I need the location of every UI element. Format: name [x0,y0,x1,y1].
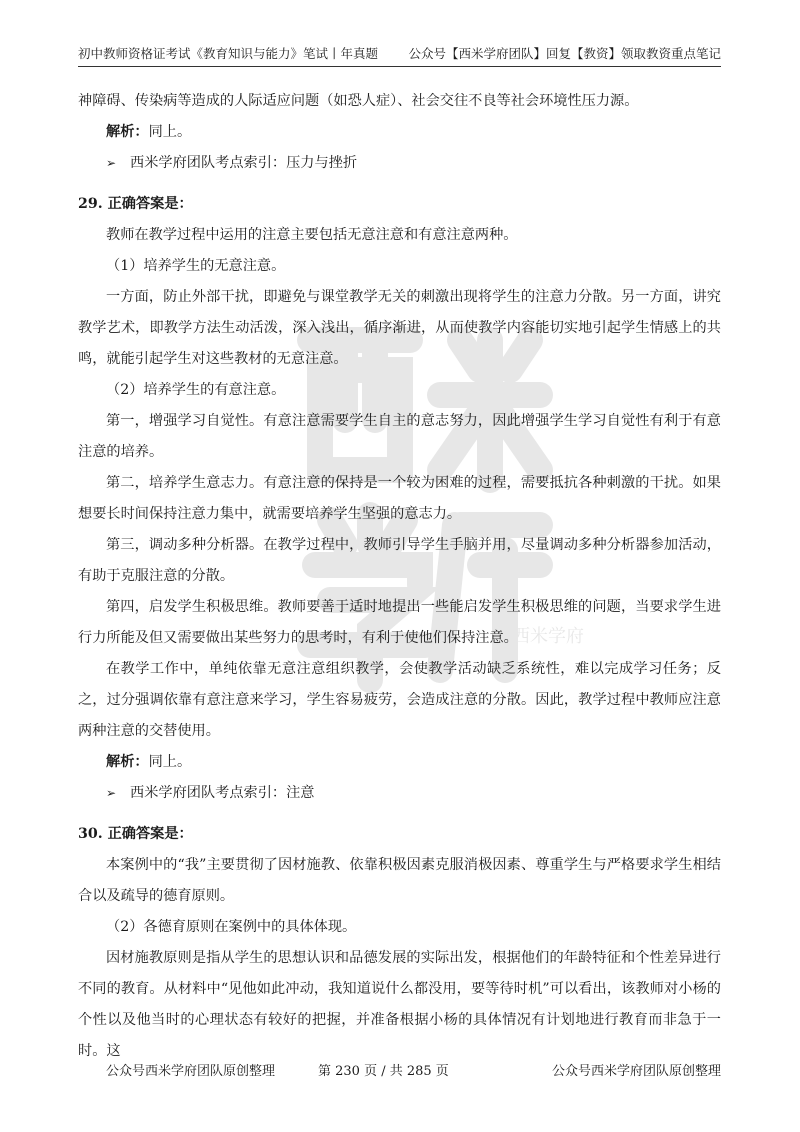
analysis-text: 同上。 [148,124,192,140]
page-footer [78,1062,721,1082]
q29-point-1: 第一，增强学习自觉性。有意注意需要学生自主的意志努力，因此增强学生学习自觉性有利于有意注意的培养。 [78,413,721,460]
footer-right: 公众号西米学府团队原创整理 [551,1064,721,1079]
page-number: 第 230 页 / 共 285 页 [318,1064,449,1079]
analysis-line [78,117,721,148]
page-header [78,44,721,67]
footer-left: 公众号西米学府团队原创整理 [106,1064,276,1079]
header-right-promo: 公众号【西米学府团队】回复【教资】领取教资重点笔记 [408,46,721,61]
q29-point-4: 第四，启发学生积极思维。教师要善于适时地提出一些能启发学生积极思维的问题，当要求学生进行力所能及但又需要做出某些努力的思考时，有利于使他们保持注意。 [78,599,721,646]
arrow-bullet-icon: ➢ [106,156,117,170]
knowledge-index [78,148,721,179]
q29-intro: 教师在教学过程中运用的注意主要包括无意注意和有意注意两种。 [106,227,518,243]
knowledge-index [78,778,721,809]
analysis-label: 解析： [106,124,149,140]
knowledge-index-text: 西米学府团队考点索引：注意 [130,785,315,801]
q29-point-3: 第三，调动多种分析器。在教学过程中，教师引导学生手脑并用，尽量调动多种分析器参加活动，有助于克服注意的分散。 [78,537,721,584]
q29-section-2: （2）培养学生的有意注意。 [106,382,286,398]
q30-intro: 本案例中的“我”主要贯彻了因材施教、依靠积极因素克服消极因素、尊重学生与严格要求学生相结合以及疏导的德育原则。 [78,857,721,904]
watermark-seal-text: 西米学府 [512,626,584,647]
q29-section-1: （1）培养学生的无意注意。 [106,258,286,274]
question-30-heading: 30. 正确答案是： [78,826,193,842]
q30-section-2: （2）各德育原则在案例中的具体体现。 [106,919,357,935]
paragraph-continuation: 神障碍、传染病等造成的人际适应问题（如恐人症）、社会交往不良等社会环境性压力源。 [78,93,639,109]
question-29-heading: 29. 正确答案是： [78,196,193,212]
header-left-title: 初中教师资格证考试《教育知识与能力》笔试丨年真题 [78,46,379,61]
q29-section-1-text: 一方面，防止外部干扰，即避免与课堂教学无关的刺激出现将学生的注意力分散。另一方面，讲究教学艺术，即教学方法生动活泼，深入浅出，循序渐进，从而使教学内容能切实地引起学生情感上的共鸣，就能引起学生对这些教材的无意注意。 [78,289,721,367]
analysis-text: 同上。 [148,754,192,770]
analysis-label: 解析： [106,754,149,770]
q29-summary: 在教学工作中，单纯依靠无意注意组织教学，会使教学活动缺乏系统性，难以完成学习任务；反之，过分强调依靠有意注意来学习，学生容易疲劳，会造成注意的分散。因此，教学过程中教师应注意两种注意的交替使用。 [78,661,721,739]
arrow-bullet-icon: ➢ [106,786,117,800]
page-content [78,86,721,1067]
analysis-line [78,747,721,778]
q29-point-2: 第二，培养学生意志力。有意注意的保持是一个较为困难的过程，需要抵抗各种刺激的干扰。如果想要长时间保持注意力集中，就需要培养学生坚强的意志力。 [78,475,721,522]
knowledge-index-text: 西米学府团队考点索引：压力与挫折 [130,155,358,171]
q30-point-1: 因材施教原则是指从学生的思想认识和品德发展的实际出发，根据他们的年龄特征和个性差异进行不同的教育。从材料中“见他如此冲动，我知道说什么都没用，要等待时机”可以看出，该教师对小杨的个性以及他当时的心理状态有较好的把握，并准备根据小杨的具体情况有计划地进行教育而非急于一时。这 [78,950,721,1059]
